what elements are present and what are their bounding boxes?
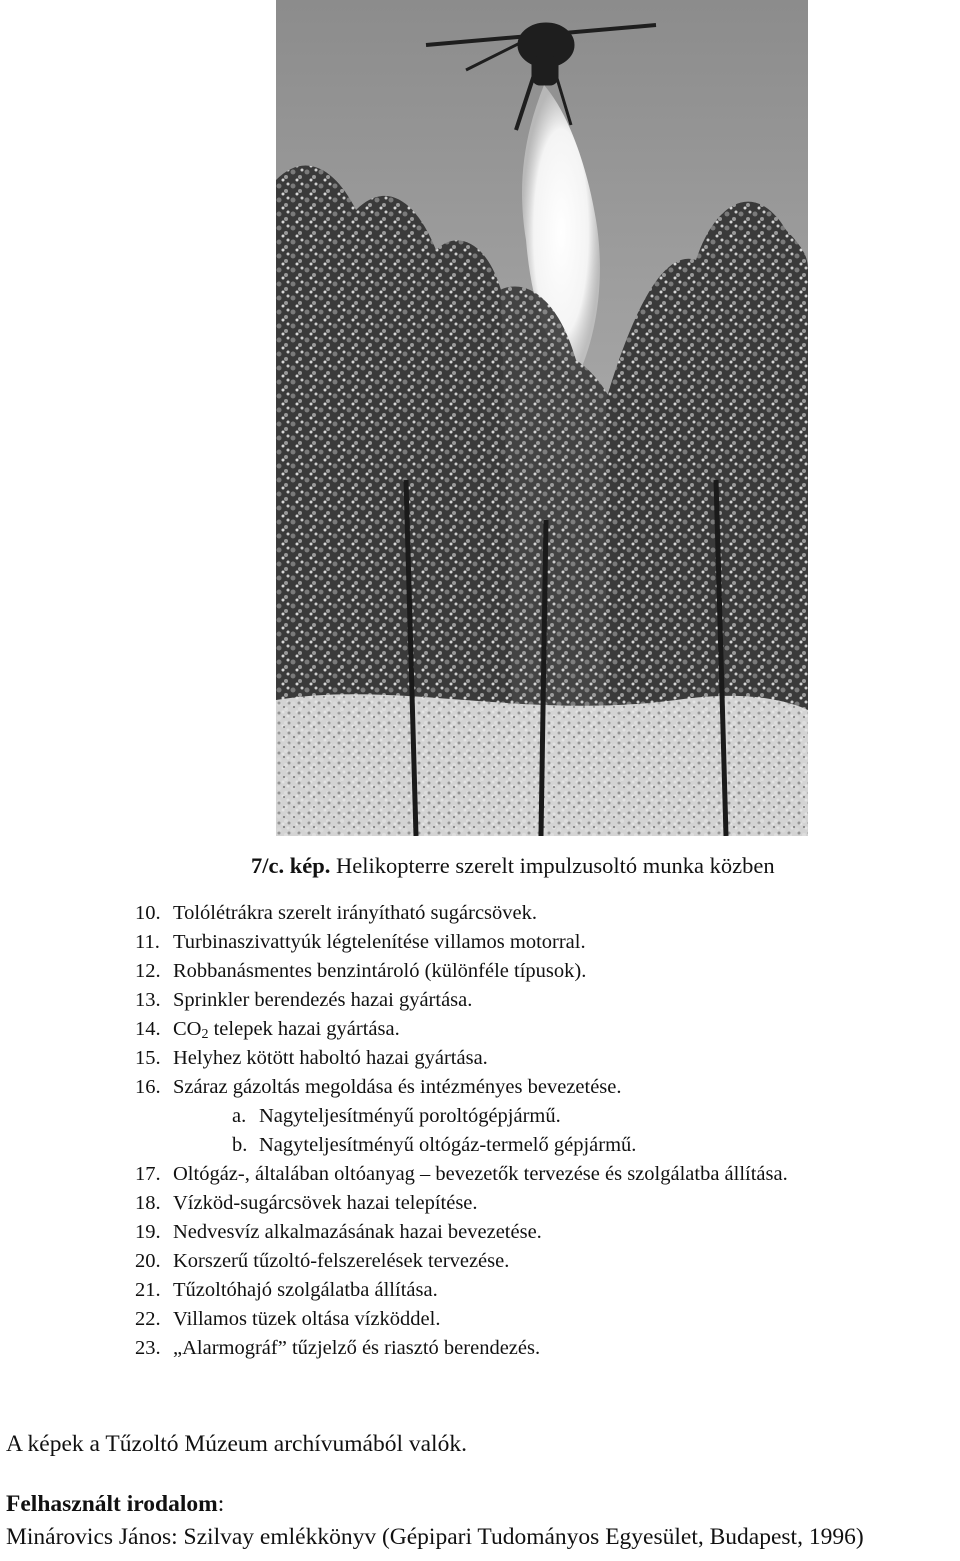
- list-item-text: Nedvesvíz alkalmazásának hazai bevezetése.: [173, 1221, 542, 1243]
- references-text: Minárovics János: Szilvay emlékkönyv (Gépipari Tudományos Egyesület, Budapest, 1996): [6, 1524, 864, 1550]
- list-item-number: 12.: [135, 960, 161, 982]
- list-item-number: 15.: [135, 1047, 161, 1069]
- figure-caption-text: Helikopterre szerelt impulzusoltó munka közben: [336, 853, 775, 878]
- list-item-text: Villamos tüzek oltása vízköddel.: [173, 1308, 441, 1330]
- list-item-number: 21.: [135, 1279, 161, 1301]
- list-item-number: 14.: [135, 1018, 161, 1040]
- list-item-number: 23.: [135, 1337, 161, 1359]
- list-item-text: Száraz gázoltás megoldása és intézményes bevezetése.: [173, 1076, 622, 1098]
- helicopter-firefighting-photo: [276, 0, 808, 836]
- list-item-number: 13.: [135, 989, 161, 1011]
- list-item-text: Robbanásmentes benzintároló (különféle típusok).: [173, 960, 587, 982]
- list-item-number: 17.: [135, 1163, 161, 1185]
- list-item-number: 20.: [135, 1250, 161, 1272]
- list-item-number: b.: [232, 1134, 248, 1156]
- figure-caption: [251, 853, 775, 879]
- list-item-text: Tolólétrákra szerelt irányítható sugárcsövek.: [173, 902, 538, 924]
- list-item-number: a.: [232, 1105, 247, 1127]
- list-item-text: Nagyteljesítményű oltógáz-termelő gépjármű.: [259, 1134, 637, 1156]
- list-item-text: Nagyteljesítményű poroltógépjármű.: [259, 1105, 561, 1127]
- list-item-text: $CO_2$ telepek hazai gyártása.: [173, 1018, 400, 1042]
- list-item-number: 22.: [135, 1308, 161, 1330]
- list-item-text: „Alarmográf” tűzjelző és riasztó berendezés.: [173, 1337, 541, 1359]
- list-item-number: 19.: [135, 1221, 161, 1243]
- list-item-text: Vízköd-sugárcsövek hazai telepítése.: [173, 1192, 478, 1214]
- figure-label: 7/c. kép.: [251, 853, 331, 878]
- list-item-number: 16.: [135, 1076, 161, 1098]
- references-heading: Felhasznált irodalom:: [6, 1491, 225, 1517]
- list-item-number: 11.: [135, 931, 160, 953]
- image-credit: A képek a Tűzoltó Múzeum archívumából valók.: [6, 1431, 467, 1457]
- list-item-text: Helyhez kötött haboltó hazai gyártása.: [173, 1047, 488, 1069]
- list-item-text: Korszerű tűzoltó-felszerelések tervezése.: [173, 1250, 510, 1272]
- list-item-text: Oltógáz-, általában oltóanyag – bevezetők tervezése és szolgálatba állítása.: [173, 1163, 788, 1185]
- list-item-text: Tűzoltóhajó szolgálatba állítása.: [173, 1279, 438, 1301]
- list-item-text: Turbinaszivattyúk légtelenítése villamos motorral.: [173, 931, 586, 953]
- list-item-text: Sprinkler berendezés hazai gyártása.: [173, 989, 473, 1011]
- list-item-number: 10.: [135, 902, 161, 924]
- list-item-number: 18.: [135, 1192, 161, 1214]
